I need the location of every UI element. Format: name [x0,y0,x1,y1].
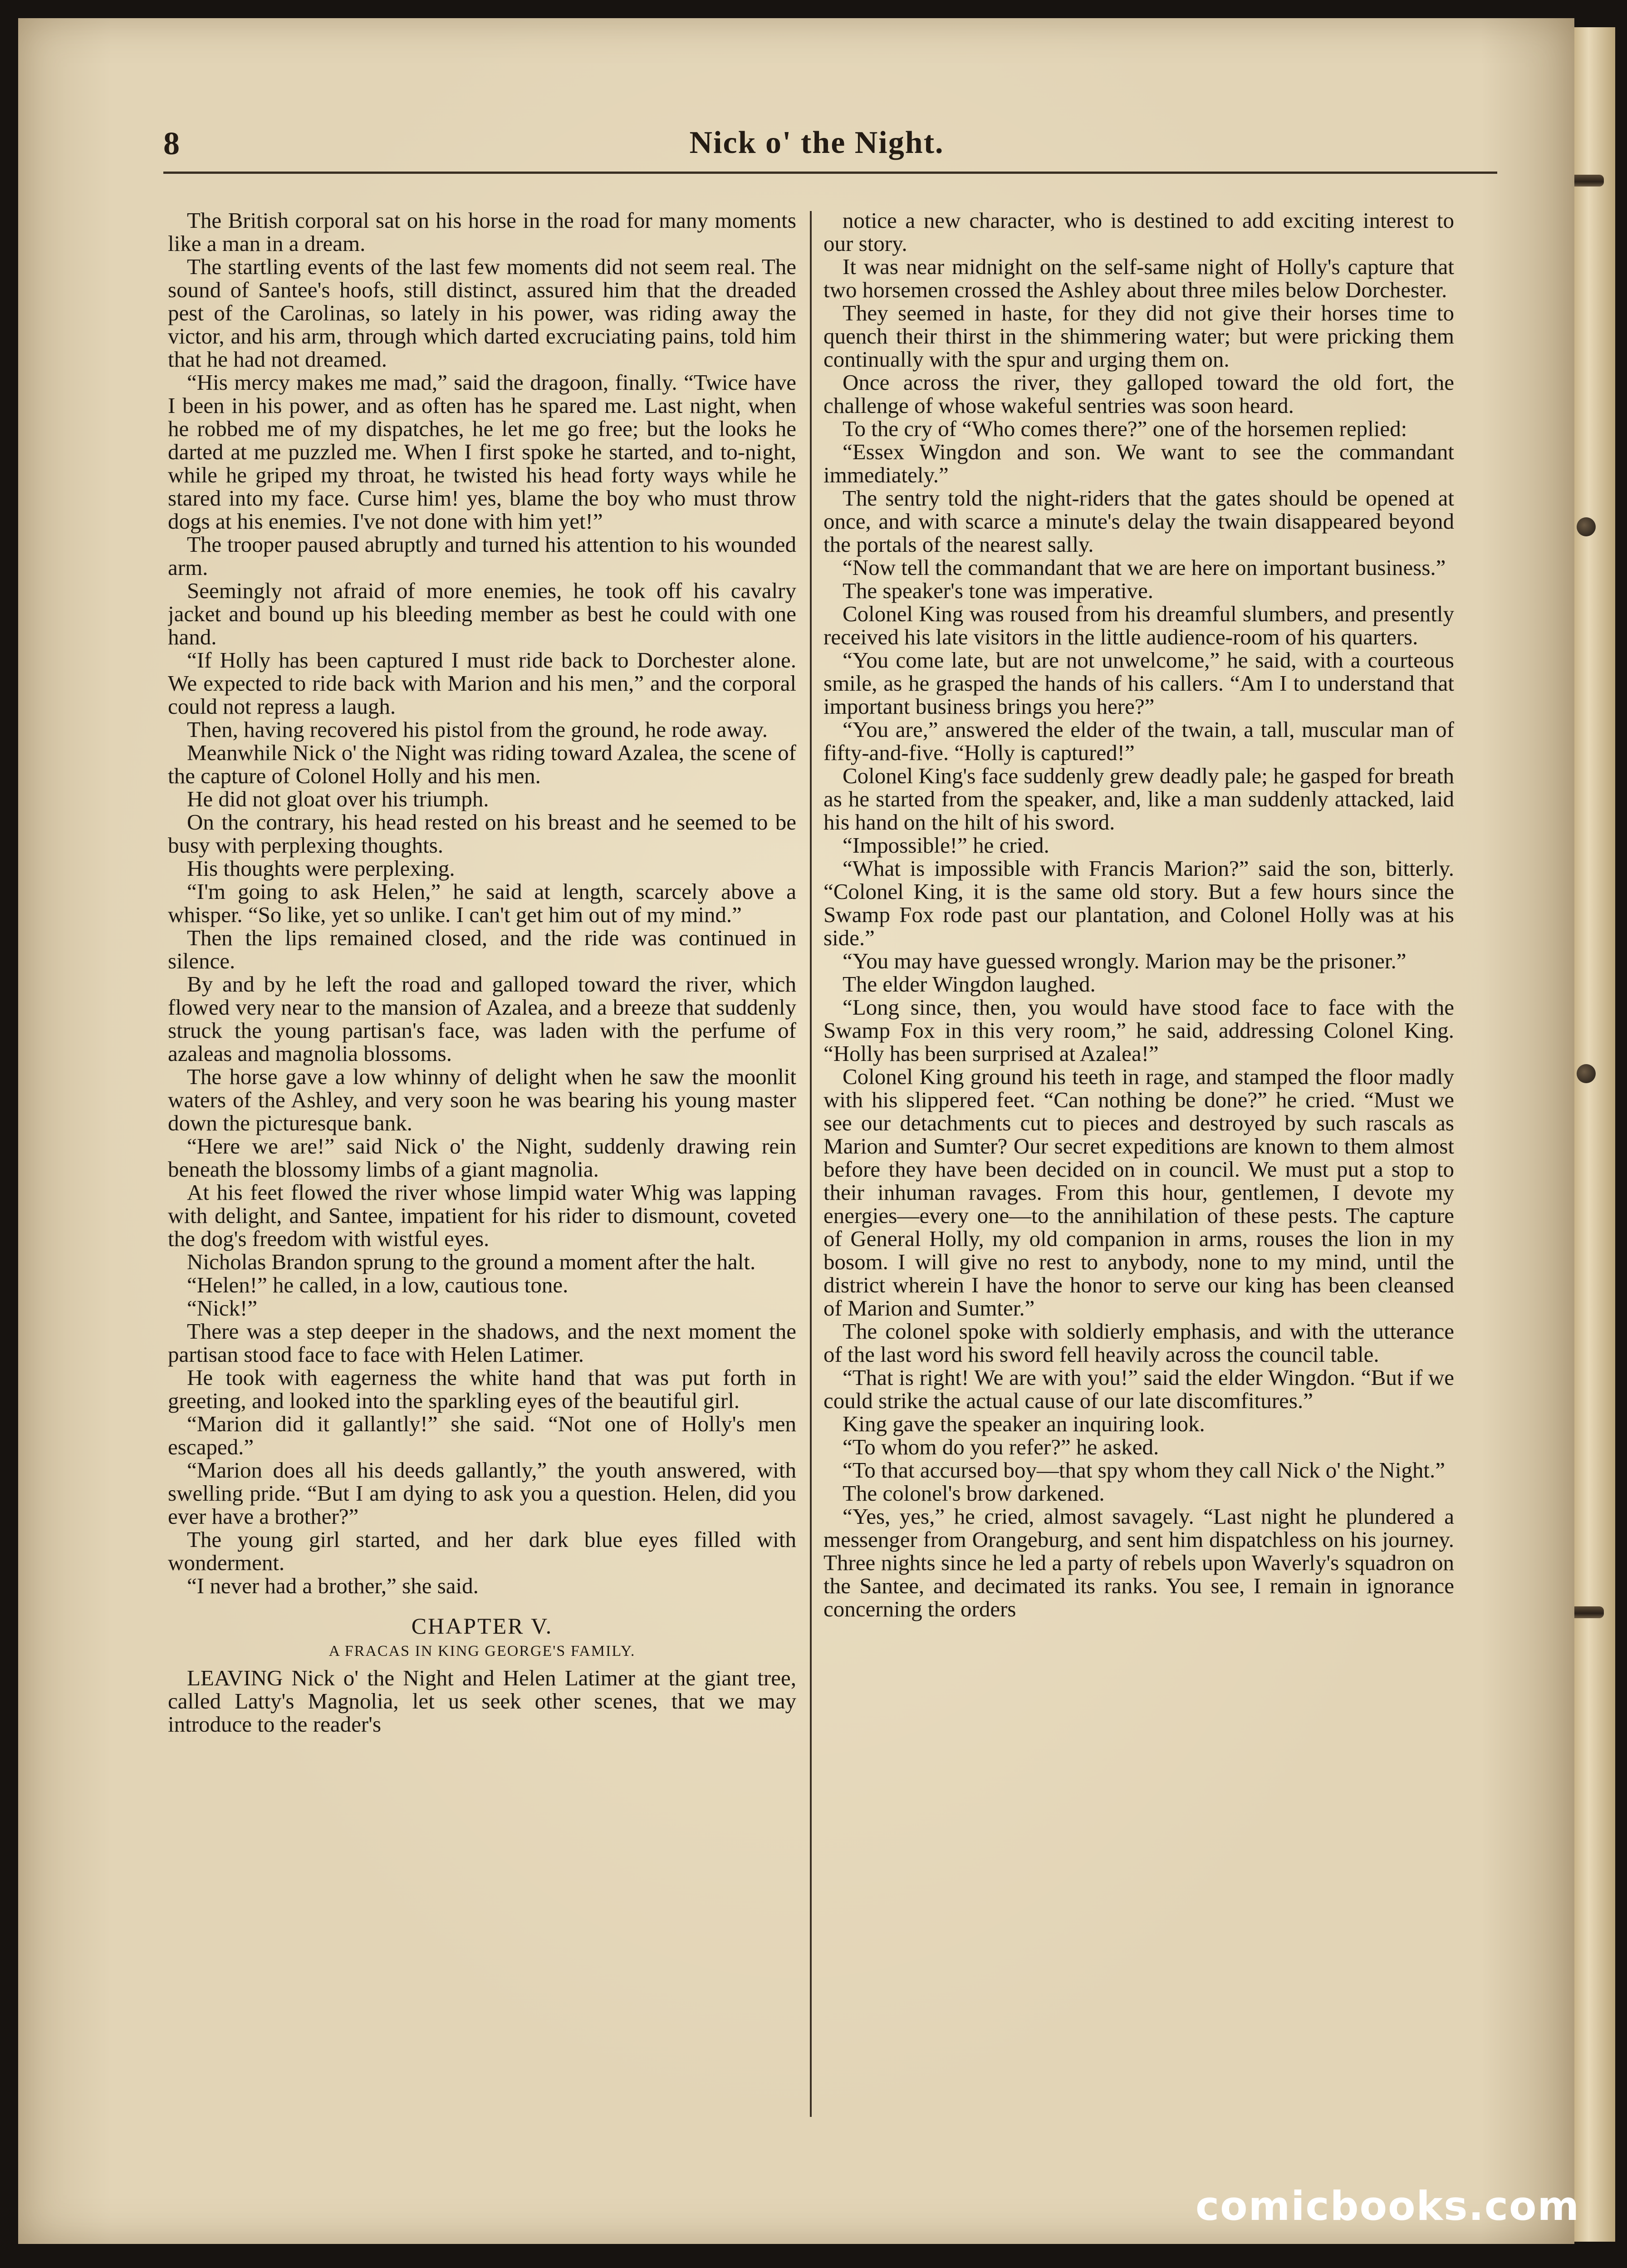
chapter-subtitle: A FRACAS IN KING GEORGE'S FAMILY. [328,1643,636,1659]
paragraph: His thoughts were perplexing. [187,856,455,881]
paragraph: The British corporal sat on his horse in the road for many moments like a man in a dream. [168,209,796,256]
paragraph: “Marion did it gallantly!” she said. “Not one of Holly's men escaped.” [168,1411,796,1459]
paragraph: “Impossible!” he cried. [843,833,1049,858]
paragraph: It was near midnight on the self-same night of Holly's capture that two horsemen crossed the Ashley about three miles below Dorchester. [823,254,1454,302]
paragraph: There was a step deeper in the shadows, and the next moment the partisan stood face to face with Helen Latimer. [168,1319,796,1367]
header-rule [163,172,1497,174]
paragraph: The sentry told the night-riders that the gates should be opened at once, and with scarce a minute's delay the twain disappeared beyond the portals of the nearest sally. [823,486,1454,557]
page-header [136,123,1497,172]
paragraph: “You are,” answered the elder of the twain, a tall, muscular man of fifty-and-five. “Holly is captured!” [823,717,1454,765]
paragraph: “You come late, but are not unwelcome,” he said, with a courteous smile, as he grasped the hands of his callers. “Am I to understand that important business brings you here?” [823,648,1454,719]
paragraph: The colonel's brow darkened. [843,1481,1105,1506]
chapter-heading: CHAPTER V. [411,1613,553,1639]
paragraph: “Here we are!” said Nick o' the Night, suddenly drawing rein beneath the blossomy limbs of a giant magnolia. [168,1134,796,1182]
paragraph: Colonel King's face suddenly grew deadly pale; he gasped for breath as he started from the speaker, and, like a man suddenly attacked, laid his hand on the hilt of his sword. [823,763,1454,835]
paragraph: “Marion does all his deeds gallantly,” the youth answered, with swelling pride. “But I am dying to ask you a question. Helen, did you ever have a brother?” [168,1458,796,1529]
paragraph: The colonel spoke with soldierly emphasis, and with the utterance of the last word his sword fell heavily across the council table. [823,1319,1454,1367]
paragraph: At his feet flowed the river whose limpid water Whig was lapping with delight, and Santee, impatient for his rider to dismount, coveted the dog's freedom with wistful eyes. [168,1180,796,1251]
paragraph: The trooper paused abruptly and turned his attention to his wounded arm. [168,532,796,580]
paragraph: He did not gloat over his triumph. [187,786,489,811]
paragraph: “You may have guessed wrongly. Marion may be the prisoner.” [843,948,1406,973]
paragraph: “Yes, yes,” he cried, almost savagely. “Last night he plundered a messenger from Orangeburg, and sent him dispatchless on his journey. Three nights since he led a party of rebels upon Waverly's squadron on the Santee, and decimated its ranks. You see, I remain in ignorance concerning the orders [823,1504,1454,1621]
paragraph: “His mercy makes me mad,” said the dragoon, finally. “Twice have I been in his power, and as often has he spared me. Last night, when he robbed me of my dispatches, he let me go free; but the looks he darted at me puzzled me. When I first spoke he started, and to-night, while he griped my throat, he twisted his head forty ways while he stared into my face. Curse him! yes, blame the boy who must throw dogs at his enemies. I've not done with him yet!” [168,370,796,534]
page-number: 8 [163,125,180,162]
paragraph: notice a new character, who is destined to add exciting interest to our story. [823,209,1454,256]
left-paragraphs [168,209,796,1597]
paragraph: “Nick!” [187,1296,258,1321]
paragraph: By and by he left the road and galloped toward the river, which flowed very near to the mansion of Azalea, and a breeze that suddenly struck the young partisan's face, was laden with the perfume of azaleas and magnolia blossoms. [168,972,796,1066]
paragraph: “If Holly has been captured I must ride back to Dorchester alone. We expected to ride back with Marion and his men,” and the corporal could not repress a laugh. [168,648,796,719]
paragraph: Colonel King ground his teeth in rage, and stamped the floor madly with his slippered feet. “Can nothing be done?” he cried. “Must we see our detachments cut to pieces and destroyed by such rascals as Marion and Sumter? Our secret expeditions are known to them almost before they have been decided on in council. We must put a stop to their inhuman ravages. From this hour, gentlemen, I devote my energies—every one—to the annihilation of these pests. The capture of General Holly, my old companion in arms, rouses the lion in my bosom. I will give no rest to anybody, none to my mind, until the district wherein I have the honor to serve our king has been cleansed of Marion and Sumter.” [823,1064,1454,1321]
binding-staple [1577,517,1596,536]
paragraph: Nicholas Brandon sprung to the ground a moment after the halt. [187,1249,756,1274]
paragraph: “Long since, then, you would have stood face to face with the Swamp Fox in this very room,” he said, addressing Colonel King. “Holly has been surprised at Azalea!” [823,995,1454,1066]
paragraph: Seemingly not afraid of more enemies, he took off his cavalry jacket and bound up his bleeding member as best he could with one hand. [168,578,796,649]
paragraph: “Essex Wingdon and son. We want to see the commandant immediately.” [823,439,1454,487]
paragraph: The startling events of the last few moments did not seem real. The sound of Santee's hoofs, still distinct, assured him that the dreaded pest of the Carolinas, so lately in his power, was riding away the victor, and his arm, through which darted excruciating pains, told him that he had not dreamed. [168,254,796,372]
chapter-opening-paragraph: LEAVING Nick o' the Night and Helen Latimer at the giant tree, called Latty's Magnolia, let us seek other scenes, that we may introduce to the reader's [168,1665,796,1737]
paragraph: Meanwhile Nick o' the Night was riding toward Azalea, the scene of the capture of Colonel Holly and his men. [168,740,796,788]
paragraph: Then, having recovered his pistol from the ground, he rode away. [187,717,768,742]
paragraph: Colonel King was roused from his dreamful slumbers, and presently received his late visitors in the little audience-room of his quarters. [823,601,1454,649]
paragraph: “Helen!” he called, in a low, cautious tone. [187,1272,568,1297]
paragraph: He took with eagerness the white hand that was put forth in greeting, and looked into the sparkling eyes of the beautiful girl. [168,1365,796,1413]
paragraph: “To whom do you refer?” he asked. [843,1434,1159,1459]
paragraph: They seemed in haste, for they did not give their horses time to quench their thirst in the shimmering water; but were pricking them continually with the spur and urging them on. [823,300,1454,372]
paragraph: The elder Wingdon laughed. [843,972,1096,997]
paragraph: The horse gave a low whinny of delight when he saw the moonlit waters of the Ashley, and very soon he was bearing his young master down the picturesque bank. [168,1064,796,1135]
paragraph: Once across the river, they galloped toward the old fort, the challenge of whose wakeful sentries was soon heard. [823,370,1454,418]
paragraph: “I'm going to ask Helen,” he said at length, scarcely above a whisper. “So like, yet so unlike. I can't get him out of my mind.” [168,879,796,927]
source-watermark: comicbooks.com [1196,2183,1580,2229]
right-paragraphs [823,209,1454,1620]
paragraph: Then the lips remained closed, and the ride was continued in silence. [168,925,796,973]
paragraph: “To that accursed boy—that spy whom they call Nick o' the Night.” [843,1458,1446,1483]
binding-spine [1574,27,1615,2242]
paragraph: “I never had a brother,” she said. [187,1573,479,1598]
left-text-column [168,209,796,2106]
paragraph: On the contrary, his head rested on his breast and he seemed to be busy with perplexing thoughts. [168,810,796,858]
right-text-column [823,209,1454,2106]
paragraph: “Now tell the commandant that we are here on important business.” [843,555,1446,580]
paragraph: The young girl started, and her dark blue eyes filled with wonderment. [168,1527,796,1575]
running-title: Nick o' the Night. [689,125,944,160]
paragraph: The speaker's tone was imperative. [843,578,1154,603]
binding-staple [1577,1064,1596,1083]
column-divider [810,211,812,2117]
paragraph: “What is impossible with Francis Marion?” said the son, bitterly. “Colonel King, it is the same old story. But a few hours since the Swamp Fox rode past our plantation, and Colonel Holly was at his side.” [823,856,1454,950]
paragraph: To the cry of “Who comes there?” one of the horsemen replied: [843,416,1407,441]
paragraph: “That is right! We are with you!” said the elder Wingdon. “But if we could strike the actual cause of our late discomfitures.” [823,1365,1454,1413]
paragraph: King gave the speaker an inquiring look. [843,1411,1205,1436]
